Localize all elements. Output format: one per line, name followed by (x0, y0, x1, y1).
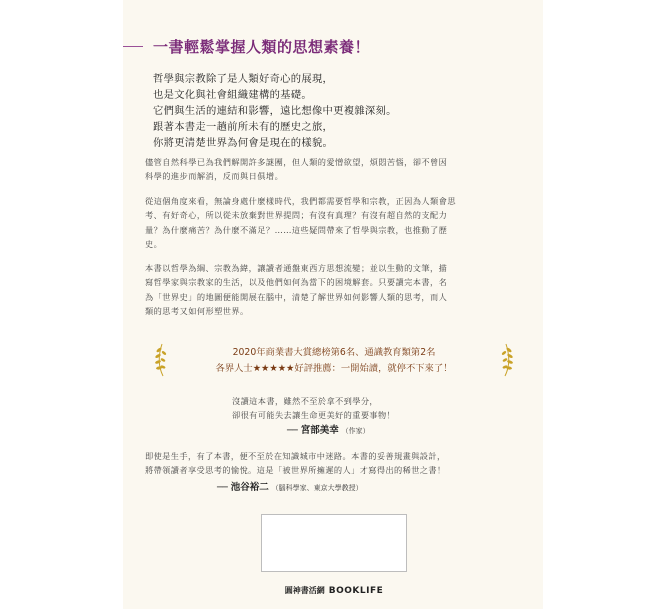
award-line-praise: 各界人士★★★★★好評推薦：一開始讀，就停不下來了！ (215, 363, 453, 374)
paragraph-line: 類的思考又如何形塑世界。 (145, 306, 249, 317)
paragraph-line: 考、有好奇心，所以從未放棄對世界提問；有沒有真理？有沒有超自然的支配力 (145, 210, 448, 221)
attribution-dash: ── (217, 483, 228, 493)
quote-miyabe-attribution (287, 422, 370, 436)
intro-line: 跟著本書走一趟前所未有的歷史之旅， (153, 121, 334, 133)
paragraph-3 (145, 261, 525, 319)
quote-line: 卻很有可能失去讓生命更美好的重要事物！ (232, 410, 396, 420)
quote-ikegaya (145, 449, 535, 477)
paragraph-line: 儘管自然科學已為我們解開許多謎團，但人類的愛憎欲望，煩悶苦惱，卻不曾因 (145, 157, 448, 167)
award-banner (153, 342, 515, 380)
paragraph-1 (145, 155, 525, 184)
intro-block (153, 71, 523, 151)
quote-miyabe (232, 394, 532, 422)
quote-ikegaya-attribution (217, 479, 363, 493)
paragraph-line: 從這個角度來看，無論身處什麼樣時代，我們都需要哲學和宗教，正因為人類會思 (145, 196, 456, 206)
intro-line: 你將更清楚世界為何會是現在的樣貌。 (153, 137, 334, 149)
quote-line: 將帶領讀者享受思考的愉悅。這是「被世界所擁遲的人」才寫得出的稀世之書！ (145, 465, 446, 475)
barcode-placeholder (261, 514, 407, 572)
quote-line: 沒讀這本書，雖然不至於拿不到學分， (232, 396, 378, 406)
headline-rule (123, 46, 143, 47)
attribution-dash: ── (287, 426, 298, 436)
publisher-name-cn: 圓神書活網 (284, 586, 325, 595)
intro-line: 哲學與宗教除了是人類好奇心的展現， (153, 73, 334, 85)
laurel-left-icon (153, 342, 167, 378)
paragraph-line: 量？為什麼痛苦？為什麼不滿足？……這些疑問帶來了哲學與宗教，也推動了歷 (145, 224, 448, 235)
headline: 一書輕鬆掌握人類的思想素養！ (153, 38, 371, 56)
paragraph-2 (145, 194, 525, 252)
award-line-ranking: 2020年商業書大賞總榜第6名、通識教育類第2名 (232, 347, 436, 358)
publisher-name-en: BOOKLIFE (328, 586, 384, 596)
laurel-right-icon (501, 342, 515, 378)
paragraph-line: 寫哲學家與宗教家的生活，以及他們如何為當下的困境解套。只要讀完本書，名 (145, 277, 448, 288)
paragraph-line: 為「世界史」的地圖便能開展在腦中，清楚了解世界如何影響人類的思考，而人 (145, 291, 448, 302)
attribution-role: （作家） (341, 427, 370, 435)
intro-line: 也是文化與社會組織建構的基礎。 (153, 89, 312, 101)
paragraph-line: 史。 (145, 239, 163, 250)
quote-line: 即使是生手，有了本書，便不至於在知識城市中迷路。本書的妥善規畫與設計， (145, 451, 446, 461)
paragraph-line: 科學的進步而解消，反而與日俱增。 (145, 171, 284, 182)
attribution-role: （腦科學家、東京大學教授） (271, 484, 363, 492)
paragraph-line: 本書以哲學為綱、宗教為緯，讓讀者通盤東西方思想流變；並以生動的文筆，描 (145, 263, 448, 273)
attribution-name: 宮部美幸 (300, 425, 339, 436)
book-back-cover (123, 0, 543, 609)
intro-line: 它們與生活的連結和影響，遠比想像中更複雜深刻。 (153, 105, 397, 117)
publisher-logo (261, 578, 407, 597)
attribution-name: 池谷裕二 (230, 482, 269, 493)
